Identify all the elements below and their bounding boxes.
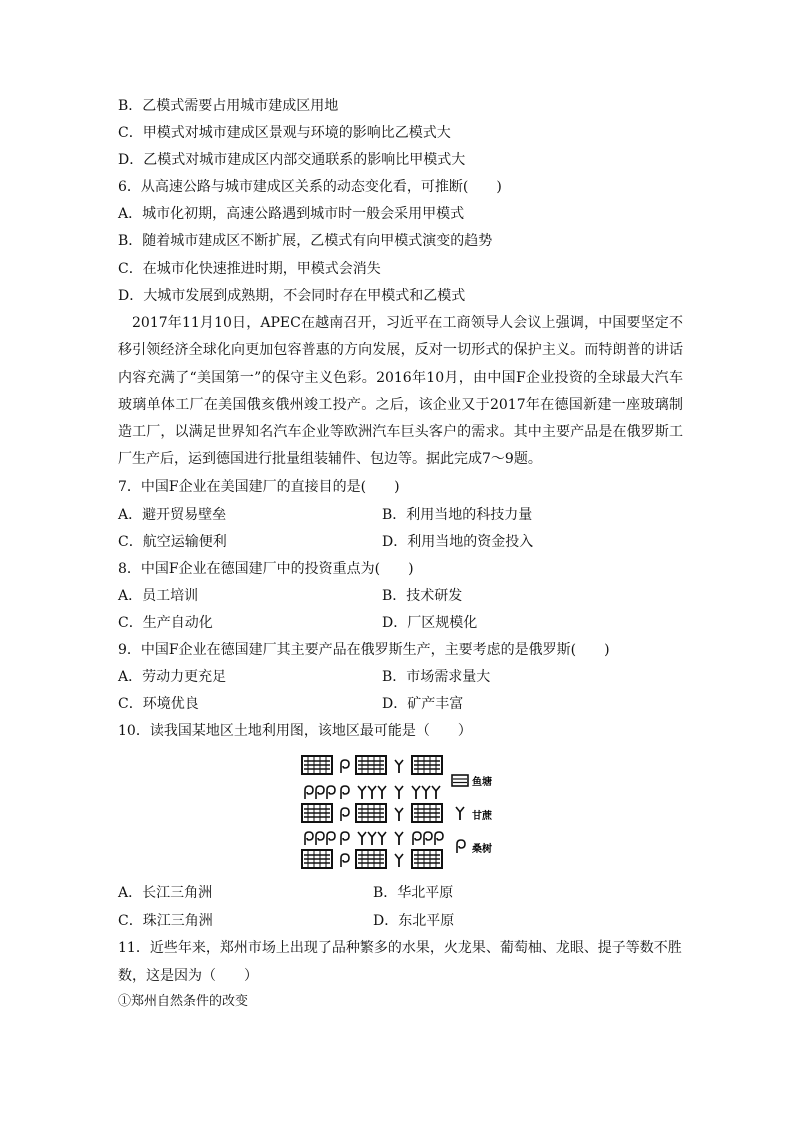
q11-stem-line-2: 数，这是因为（ ）: [118, 968, 258, 984]
q9-option-c: C．环境优良: [118, 696, 199, 712]
q9-option-a: A．劳动力更充足: [118, 669, 227, 685]
q7-option-c: C．航空运输便利: [118, 534, 227, 550]
q8-option-a: A．员工培训: [118, 588, 199, 604]
q7-option-d: D．利用当地的资金投入: [382, 534, 534, 550]
q10-option-b: B．华北平原: [373, 885, 454, 901]
q5-option-c: C．甲模式对城市建成区景观与环境的影响比乙模式大: [118, 125, 451, 141]
q10-stem: 10．读我国某地区土地利用图，该地区最可能是（ ）: [118, 723, 472, 739]
map-legend: [452, 775, 493, 855]
q8-option-d: D．厂区规模化: [382, 615, 478, 631]
map-row-3: [302, 804, 442, 822]
q7-option-a: A．避开贸易壁垒: [118, 507, 227, 523]
q6-option-c: C．在城市化快速推进时期，甲模式会消失: [118, 261, 381, 277]
q9-option-b: B．市场需求量大: [382, 669, 491, 685]
q11-item-1: ①郑州自然条件的改变: [118, 994, 249, 1009]
q5-option-b: B．乙模式需要占用城市建成区用地: [118, 98, 339, 114]
q6-option-a: A．城市化初期，高速公路遇到城市时一般会采用甲模式: [118, 206, 465, 222]
q10-option-a: A．长江三角洲: [118, 885, 213, 901]
q9-option-d: D．矿产丰富: [382, 696, 464, 712]
q8-stem: 8．中国F企业在德国建厂中的投资重点为( ): [118, 561, 414, 577]
q11-stem-line-1: 11．近些年来，郑州市场上出现了品种繁多的水果，火龙果、葡萄柚、龙眼、提子等数不胜: [118, 940, 682, 956]
map-row-1: [302, 756, 442, 774]
q5-option-d: D．乙模式对城市建成区内部交通联系的影响比甲模式大: [118, 152, 466, 168]
q8-option-b: B．技术研发: [382, 588, 463, 604]
legend-mulberry: [457, 840, 492, 855]
map-row-2: [305, 786, 440, 799]
q6-option-b: B．随着城市建成区不断扩展，乙模式有向甲模式演变的趋势: [118, 233, 493, 249]
land-use-map: [300, 752, 500, 872]
legend-sugarcane-label: 甘蔗: [472, 811, 492, 822]
legend-fishpond: [452, 775, 492, 788]
q7-stem: 7．中国F企业在美国建厂的直接目的是( ): [118, 479, 400, 495]
legend-mulberry-label: 桑树: [472, 844, 492, 855]
land-use-map-svg: [300, 752, 500, 872]
q10-option-c: C．珠江三角洲: [118, 913, 213, 929]
legend-sugarcane: [456, 807, 493, 822]
q6-option-d: D．大城市发展到成熟期，不会同时存在甲模式和乙模式: [118, 288, 466, 304]
q7-option-b: B．利用当地的科技力量: [382, 507, 533, 523]
reading-passage: 2017年11月10日，APEC在越南召开，习近平在工商领导人会议上强调，中国要坚定不移引领经济全球化向更加包容普惠的方向发展，反对一切形式的保护主义。而特朗普的讲话内容充满了“美国第一”的保守主义色彩。2016年10月，由中国F企业投资的全球最大汽车玻璃单体工厂在美国俄亥俄州竣工投产。之后，该企业又于2017年在德国新建一座玻璃制造工厂，以满足世界知名汽车企业等欧洲汽车巨头客户的需求。其中主要产品是在俄罗斯工厂生产后，运到德国进行批量组装辅件、包边等。据此完成7～9题。: [118, 315, 683, 468]
map-row-4: [305, 832, 443, 845]
map-row-5: [302, 850, 442, 868]
q9-stem: 9．中国F企业在德国建厂其主要产品在俄罗斯生产，主要考虑的是俄罗斯( ): [118, 642, 610, 658]
q8-option-c: C．生产自动化: [118, 615, 213, 631]
legend-fishpond-label: 鱼塘: [472, 777, 492, 788]
q10-option-d: D．东北平原: [373, 913, 455, 929]
q6-stem: 6．从高速公路与城市建成区关系的动态变化看，可推断( ): [118, 179, 502, 195]
